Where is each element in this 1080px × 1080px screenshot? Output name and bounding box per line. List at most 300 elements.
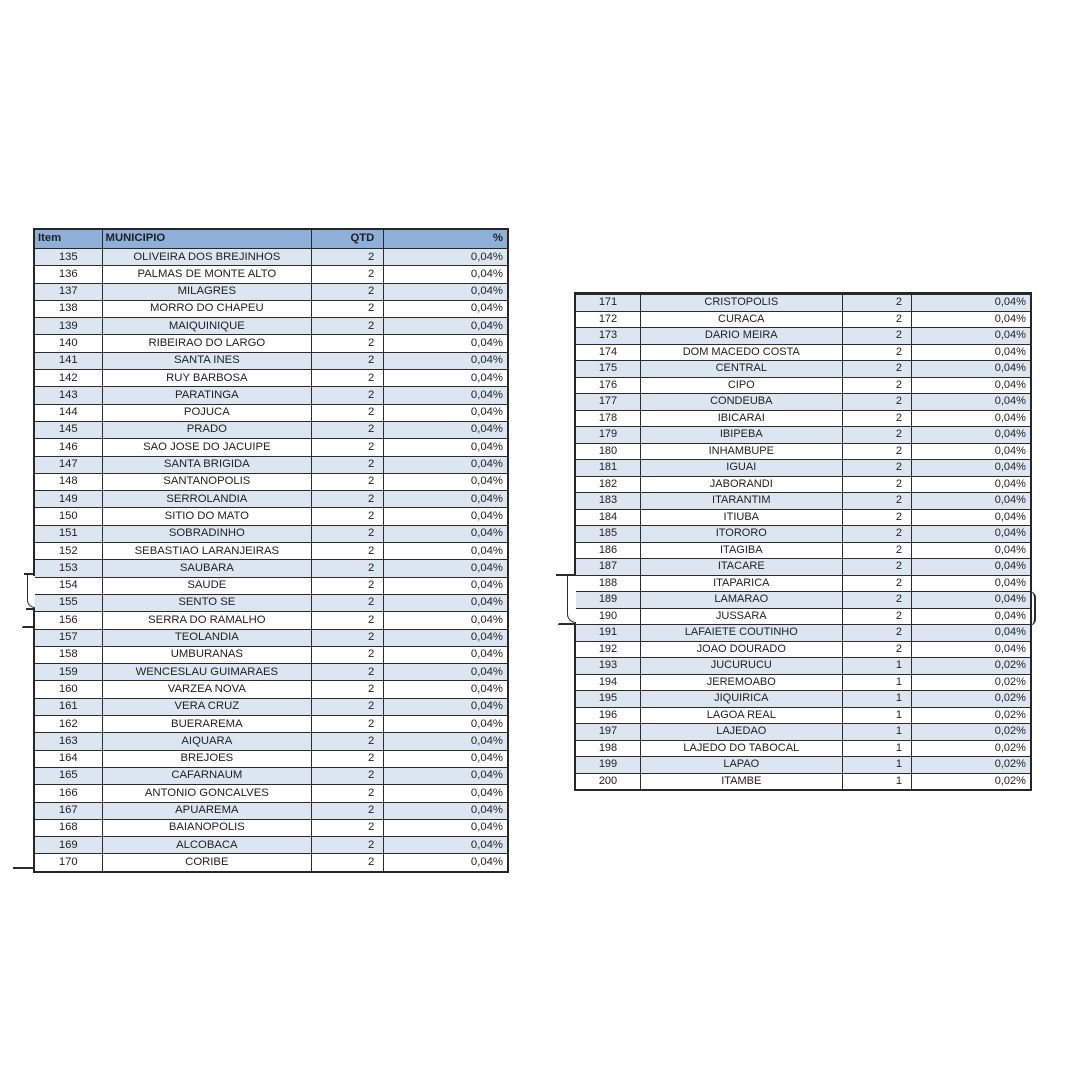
table-row [576,723,1030,740]
cell-pct: 0,04% [383,820,507,836]
cell-municipio: WENCESLAU GUIMARAES [102,664,312,680]
cell-pct: 0,04% [911,345,1030,361]
table-row [35,732,507,749]
table-row [576,344,1030,361]
cell-pct: 0,04% [383,353,507,369]
cell-pct: 0,04% [383,803,507,819]
cell-pct: 0,04% [383,526,507,542]
table-row [35,646,507,663]
table-row [576,294,1030,311]
cell-municipio: SANTA INES [102,353,312,369]
cell-pct: 0,04% [911,625,1030,641]
table-row [576,624,1030,641]
header-pct: % [383,230,507,248]
cell-item: 135 [58,250,78,263]
cell-qtd: 2 [311,249,383,265]
cell-municipio: IBIPEBA [640,427,842,443]
cell-qtd: 2 [842,295,911,311]
cell-item: 181 [598,461,618,474]
cell-pct: 0,04% [911,477,1030,493]
cell-item: 147 [58,458,78,471]
cell-municipio: MORRO DO CHAPEU [102,301,312,317]
cell-qtd: 1 [842,658,911,674]
cell-municipio: LAGOA REAL [640,708,842,724]
cell-municipio: JIQUIRICA [640,691,842,707]
cell-pct: 0,04% [911,642,1030,658]
table-row [576,558,1030,575]
cell-item: 176 [598,378,618,391]
table-row [576,690,1030,707]
cell-pct: 0,04% [911,361,1030,377]
cell-municipio: ITIUBA [640,510,842,526]
cell-item: 177 [598,395,618,408]
cell-pct: 0,04% [383,578,507,594]
cell-municipio: ALCOBACA [102,837,312,853]
page-stitch-artifact [26,608,35,610]
cell-municipio: PARATINGA [102,387,312,403]
table-row [35,404,507,421]
table-row [35,334,507,351]
cell-pct: 0,04% [383,301,507,317]
table-row [576,492,1030,509]
cell-pct: 0,04% [911,493,1030,509]
cell-item: 182 [598,477,618,490]
table-row [35,300,507,317]
cell-municipio: SEBASTIAO LARANJEIRAS [102,543,312,559]
cell-municipio: SAUDE [102,578,312,594]
cell-municipio: PRADO [102,422,312,438]
cell-municipio: CORIBE [102,854,312,870]
table-row [35,248,507,265]
cell-item: 138 [58,302,78,315]
cell-pct: 0,04% [383,508,507,524]
municipios-table-left [33,228,509,873]
cell-pct: 0,04% [911,444,1030,460]
cell-item: 146 [58,440,78,453]
cell-item: 152 [58,544,78,557]
table-row [35,369,507,386]
cell-pct: 0,04% [383,733,507,749]
cell-item: 166 [58,786,78,799]
cell-pct: 0,04% [383,595,507,611]
cell-qtd: 2 [311,595,383,611]
cell-qtd: 1 [842,724,911,740]
cell-municipio: SENTO SE [102,595,312,611]
cell-municipio: ITORORO [640,526,842,542]
cell-qtd: 2 [311,284,383,300]
cell-qtd: 1 [842,774,911,790]
cell-item: 185 [598,527,618,540]
cell-item: 197 [598,725,618,738]
cell-pct: 0,04% [383,335,507,351]
table-body [576,294,1030,789]
cell-pct: 0,04% [383,284,507,300]
cell-qtd: 2 [842,411,911,427]
cell-item: 141 [58,354,78,367]
cell-municipio: SANTANOPOLIS [102,474,312,490]
cell-municipio: LAJEDAO [640,724,842,740]
cell-qtd: 2 [311,387,383,403]
cell-pct: 0,04% [383,439,507,455]
table-row [35,611,507,628]
page-stitch-artifact [558,623,576,625]
cell-municipio: LAFAIETE COUTINHO [640,625,842,641]
cell-municipio: ITAMBE [640,774,842,790]
cell-item: 143 [58,388,78,401]
cell-qtd: 2 [311,716,383,732]
cell-pct: 0,04% [911,526,1030,542]
cell-pct: 0,04% [911,592,1030,608]
cell-qtd: 2 [842,526,911,542]
table-row [35,819,507,836]
cell-pct: 0,02% [911,741,1030,757]
cell-item: 139 [58,319,78,332]
cell-item: 167 [58,804,78,816]
cell-pct: 0,02% [911,691,1030,707]
cell-pct: 0,02% [911,675,1030,691]
table-row [576,393,1030,410]
cell-qtd: 2 [311,837,383,853]
cell-municipio: VERA CRUZ [102,699,312,715]
cell-item: 145 [58,423,78,436]
cell-pct: 0,02% [911,724,1030,740]
cell-qtd: 2 [842,460,911,476]
cell-pct: 0,02% [911,774,1030,790]
cell-item: 144 [58,406,78,419]
cell-item: 154 [58,579,78,592]
cell-pct: 0,04% [911,576,1030,592]
cell-qtd: 2 [311,508,383,524]
cell-qtd: 2 [311,768,383,784]
cell-municipio: APUAREMA [102,803,312,819]
cell-qtd: 2 [311,630,383,646]
cell-item: 173 [598,329,618,342]
table-row [576,756,1030,773]
cell-qtd: 2 [311,405,383,421]
cell-qtd: 2 [311,353,383,369]
cell-municipio: RIBEIRAO DO LARGO [102,335,312,351]
cell-item: 169 [58,838,78,851]
cell-municipio: ITACARE [640,559,842,575]
cell-pct: 0,04% [383,491,507,507]
cell-qtd: 2 [311,681,383,697]
table-row [576,426,1030,443]
table-row [35,438,507,455]
table-row [576,459,1030,476]
cell-qtd: 2 [311,301,383,317]
cell-qtd: 1 [842,675,911,691]
cell-municipio: DOM MACEDO COSTA [640,345,842,361]
table-row [576,311,1030,328]
cell-item: 194 [598,675,618,688]
municipios-table-right [574,292,1032,791]
cell-pct: 0,04% [911,411,1030,427]
cell-qtd: 2 [311,699,383,715]
cell-municipio: SERRA DO RAMALHO [102,612,312,628]
cell-item: 191 [598,626,618,639]
cell-item: 168 [58,821,78,834]
cell-item: 140 [58,336,78,349]
cell-qtd: 2 [311,491,383,507]
table-row [35,456,507,473]
cell-item: 161 [58,700,78,713]
cell-qtd: 2 [842,576,911,592]
cell-pct: 0,04% [383,266,507,282]
cell-item: 193 [598,659,618,672]
cell-item: 184 [598,510,618,523]
cell-item: 137 [58,285,78,298]
page-stitch-artifact [567,576,576,623]
cell-qtd: 2 [842,510,911,526]
cell-qtd: 2 [311,422,383,438]
cell-item: 188 [598,576,618,589]
cell-qtd: 2 [842,328,911,344]
table-row [35,853,507,870]
cell-qtd: 2 [842,394,911,410]
table-body [35,248,507,871]
cell-qtd: 2 [842,444,911,460]
cell-pct: 0,04% [911,609,1030,625]
cell-qtd: 2 [311,803,383,819]
cell-item: 175 [598,362,618,375]
cell-qtd: 2 [311,335,383,351]
table-row [576,377,1030,394]
cell-qtd: 2 [311,526,383,542]
cell-municipio: JEREMOABO [640,675,842,691]
cell-municipio: ANTONIO GONCALVES [102,785,312,801]
cell-item: 199 [598,758,618,771]
table-row [576,641,1030,658]
cell-pct: 0,04% [911,328,1030,344]
cell-municipio: PALMAS DE MONTE ALTO [102,266,312,282]
table-row [35,490,507,507]
table-row [576,410,1030,427]
cell-item: 155 [58,596,78,609]
cell-item: 171 [598,296,618,309]
cell-pct: 0,04% [911,559,1030,575]
cell-municipio: CURACA [640,312,842,328]
cell-item: 186 [598,543,618,556]
cell-qtd: 2 [311,664,383,680]
cell-qtd: 2 [842,378,911,394]
cell-qtd: 2 [842,477,911,493]
table-row [576,525,1030,542]
cell-qtd: 2 [311,439,383,455]
cell-qtd: 2 [311,474,383,490]
page-stitch-artifact [1028,591,1036,626]
table-row [576,657,1030,674]
cell-municipio: SOBRADINHO [102,526,312,542]
cell-qtd: 2 [842,609,911,625]
cell-item: 163 [58,734,78,747]
cell-pct: 0,04% [383,387,507,403]
cell-pct: 0,04% [383,405,507,421]
cell-qtd: 2 [311,751,383,767]
cell-pct: 0,04% [911,510,1030,526]
cell-qtd: 2 [842,427,911,443]
cell-qtd: 2 [311,647,383,663]
table-row [576,360,1030,377]
cell-pct: 0,04% [383,474,507,490]
cell-qtd: 2 [842,493,911,509]
cell-municipio: INHAMBUPE [640,444,842,460]
cell-pct: 0,02% [911,658,1030,674]
cell-municipio: SITIO DO MATO [102,508,312,524]
cell-qtd: 2 [311,820,383,836]
page-stitch-artifact [22,626,35,628]
cell-municipio: IGUAI [640,460,842,476]
cell-municipio: POJUCA [102,405,312,421]
table-row [35,680,507,697]
cell-municipio: CIPO [640,378,842,394]
cell-pct: 0,04% [383,768,507,784]
cell-item: 159 [58,665,78,678]
cell-municipio: SAUBARA [102,560,312,576]
cell-municipio: JOAO DOURADO [640,642,842,658]
cell-item: 179 [598,428,618,441]
table-row [35,784,507,801]
cell-pct: 0,04% [383,543,507,559]
table-row [576,773,1030,790]
cell-municipio: SAO JOSE DO JACUIPE [102,439,312,455]
table-row [35,525,507,542]
cell-item: 178 [598,411,618,424]
cell-municipio: SERROLANDIA [102,491,312,507]
cell-pct: 0,04% [383,716,507,732]
cell-item: 172 [598,312,618,325]
cell-municipio: RUY BARBOSA [102,370,312,386]
cell-pct: 0,04% [383,664,507,680]
table-row [35,698,507,715]
cell-item: 195 [598,692,618,705]
cell-municipio: ITAPARICA [640,576,842,592]
table-row [576,575,1030,592]
cell-municipio: CAFARNAUM [102,768,312,784]
cell-pct: 0,04% [383,699,507,715]
table-row [576,740,1030,757]
cell-qtd: 2 [311,578,383,594]
cell-item: 162 [58,717,78,730]
cell-pct: 0,04% [911,460,1030,476]
cell-qtd: 2 [311,318,383,334]
cell-item: 198 [598,741,618,754]
cell-municipio: TEOLANDIA [102,630,312,646]
cell-pct: 0,04% [383,457,507,473]
page-stitch-artifact [13,867,35,869]
cell-municipio: JUCURUCU [640,658,842,674]
cell-qtd: 2 [311,266,383,282]
table-row [35,542,507,559]
cell-item: 156 [58,613,78,626]
table-row [576,443,1030,460]
table-row [35,577,507,594]
cell-item: 164 [58,752,78,765]
table-row [35,802,507,819]
cell-qtd: 1 [842,741,911,757]
cell-qtd: 2 [842,361,911,377]
cell-qtd: 2 [311,370,383,386]
cell-municipio: CONDEUBA [640,394,842,410]
cell-item: 148 [58,475,78,488]
cell-municipio: ITAGIBA [640,543,842,559]
header-qtd: QTD [311,230,383,248]
cell-pct: 0,04% [383,370,507,386]
cell-municipio: ITARANTIM [640,493,842,509]
table-row [35,386,507,403]
cell-pct: 0,04% [911,543,1030,559]
cell-pct: 0,04% [911,394,1030,410]
cell-item: 200 [598,774,618,787]
cell-pct: 0,04% [383,854,507,870]
cell-item: 170 [58,855,78,868]
cell-item: 192 [598,642,618,655]
cell-item: 187 [598,560,618,573]
cell-item: 165 [58,769,78,782]
cell-qtd: 2 [311,560,383,576]
table-row [35,473,507,490]
cell-municipio: MAIQUINIQUE [102,318,312,334]
cell-pct: 0,04% [383,560,507,576]
cell-pct: 0,04% [383,612,507,628]
cell-item: 149 [58,492,78,505]
cell-qtd: 2 [842,312,911,328]
table-row [35,283,507,300]
cell-pct: 0,04% [911,427,1030,443]
table-row [576,608,1030,625]
cell-municipio: OLIVEIRA DOS BREJINHOS [102,249,312,265]
table-row [35,715,507,732]
table-row [576,707,1030,724]
table-row [576,542,1030,559]
cell-municipio: DARIO MEIRA [640,328,842,344]
table-row [576,674,1030,691]
table-row [35,629,507,646]
cell-municipio: BREJOES [102,751,312,767]
cell-qtd: 2 [842,625,911,641]
cell-pct: 0,04% [383,422,507,438]
cell-qtd: 2 [842,543,911,559]
cell-item: 174 [598,345,618,358]
cell-qtd: 2 [842,345,911,361]
cell-pct: 0,04% [911,295,1030,311]
cell-item: 158 [58,648,78,661]
cell-pct: 0,04% [383,630,507,646]
table-row [576,476,1030,493]
cell-pct: 0,04% [383,751,507,767]
cell-municipio: SANTA BRIGIDA [102,457,312,473]
cell-item: 150 [58,509,78,522]
cell-qtd: 2 [311,543,383,559]
cell-municipio: UMBURANAS [102,647,312,663]
cell-qtd: 2 [311,733,383,749]
cell-pct: 0,04% [383,837,507,853]
cell-municipio: VARZEA NOVA [102,681,312,697]
table-row [35,317,507,334]
cell-municipio: CRISTOPOLIS [640,295,842,311]
cell-pct: 0,04% [383,318,507,334]
cell-item: 142 [58,371,78,384]
cell-item: 180 [598,444,618,457]
cell-item: 189 [598,593,618,606]
cell-municipio: LAMARAO [640,592,842,608]
cell-pct: 0,04% [911,378,1030,394]
cell-municipio: CENTRAL [640,361,842,377]
cell-item: 160 [58,682,78,695]
cell-qtd: 2 [311,612,383,628]
table-row [35,767,507,784]
cell-municipio: JUSSARA [640,609,842,625]
table-row [35,594,507,611]
